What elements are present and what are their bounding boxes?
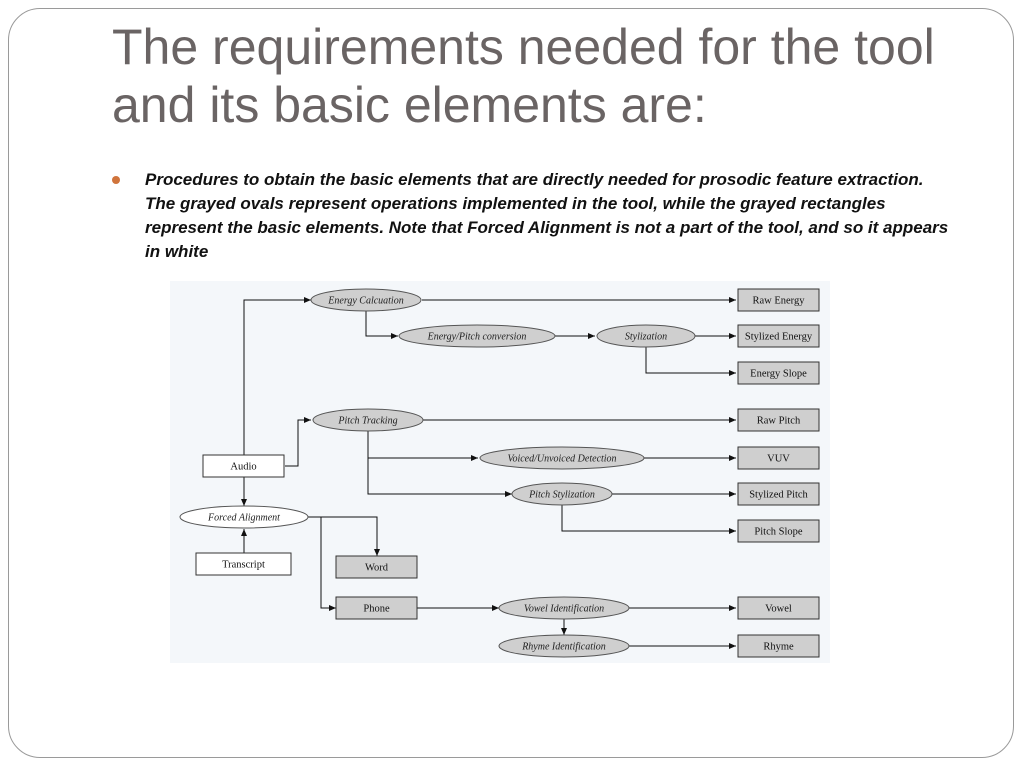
label-pitch-tracking: Pitch Tracking xyxy=(338,415,398,427)
label-transcript: Transcript xyxy=(222,559,265,571)
label-raw-pitch: Raw Pitch xyxy=(756,415,801,427)
label-rhyme: Rhyme xyxy=(763,641,794,653)
flow-diagram-svg xyxy=(170,281,830,663)
label-pitch-stylization: Pitch Stylization xyxy=(529,489,595,501)
label-audio: Audio xyxy=(230,461,257,473)
bullet-text: Procedures to obtain the basic elements that are directly needed for prosodic feature extraction. The grayed ovals represent operations implemented in the tool, while the grayed rectangles represent the basic elements. Note that Forced Alignment is not a part of the tool, and so it appears in white xyxy=(145,170,949,261)
label-phone: Phone xyxy=(363,603,390,615)
label-vowel: Vowel xyxy=(765,603,792,615)
label-voiced-unvoiced: Voiced/Unvoiced Detection xyxy=(507,453,617,465)
label-energy-calculation: Energy Calcuation xyxy=(328,295,404,307)
label-rhyme-identification: Rhyme Identification xyxy=(522,641,606,653)
label-stylization: Stylization xyxy=(624,331,668,343)
label-vuv: VUV xyxy=(767,453,790,465)
label-vowel-identification: Vowel Identification xyxy=(523,603,605,615)
label-forced-alignment: Forced Alignment xyxy=(208,512,280,524)
label-stylized-energy: Stylized Energy xyxy=(744,331,813,343)
label-word: Word xyxy=(364,562,389,574)
label-raw-energy: Raw Energy xyxy=(752,295,805,307)
bullet-item xyxy=(112,168,952,264)
label-pitch-slope: Pitch Slope xyxy=(754,526,803,538)
label-energy-slope: Energy Slope xyxy=(750,368,807,380)
label-stylized-pitch: Stylized Pitch xyxy=(749,489,808,501)
label-energy-pitch-conversion: Energy/Pitch conversion xyxy=(427,331,527,343)
slide-title: The requirements needed for the tool and its basic elements are: xyxy=(112,19,935,133)
bullet-dot-icon xyxy=(112,176,120,184)
flow-diagram xyxy=(170,281,830,663)
